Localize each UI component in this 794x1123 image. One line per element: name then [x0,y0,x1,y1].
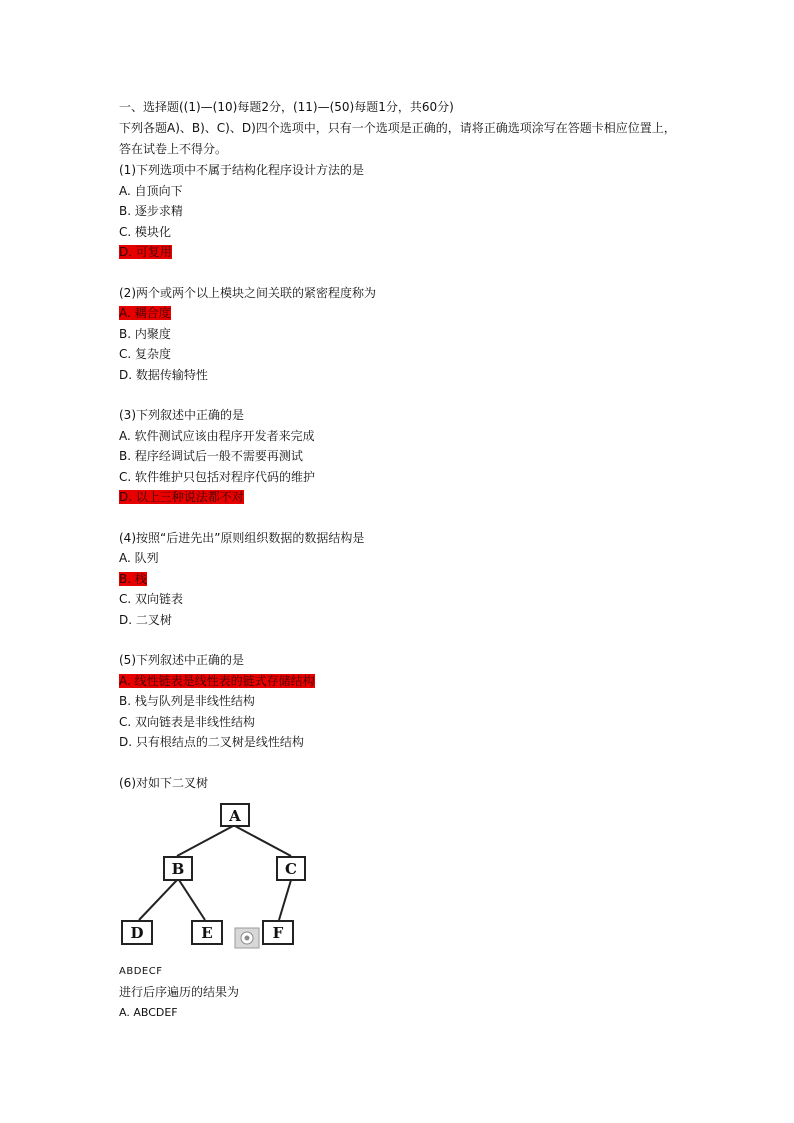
question-1-option-a: A. 自顶向下 [119,184,183,198]
question-5-option-a-highlighted: A. 线性链表是线性表的链式存储结构 [119,674,315,688]
tree-edge-a-b [177,826,233,856]
question-5-option-c: C. 双向链表是非线性结构 [119,715,256,729]
tree-node-f [263,921,293,944]
section-title: 一、选择题((1)—(10)每题2分，(11)—(50)每题1分，共60分) [119,100,454,114]
tree-node-f-label: F [272,924,284,942]
question-4-option-d: D. 二叉树 [119,613,172,627]
question-4-option-b-highlighted: B. 栈 [119,572,147,586]
tree-node-b-label: B [171,860,185,878]
image-placeholder-icon [235,928,259,948]
question-4-stem: (4)按照“后进先出”原则组织数据的数据结构是 [119,531,365,545]
binary-tree-diagram [119,800,319,952]
tree-node-e-label: E [201,924,213,942]
question-6-stem: (6)对如下二叉树 [119,776,208,790]
question-2-stem: (2)两个或两个以上模块之间关联的紧密程度称为 [119,286,376,300]
question-1-stem: (1)下列选项中不属于结构化程序设计方法的是 [119,163,364,177]
question-5-option-d: D. 只有根结点的二叉树是线性结构 [119,735,304,749]
tree-edge-c-f [279,880,291,920]
question-2-option-d: D. 数据传输特性 [119,368,208,382]
tree-caption: ABDECF [119,966,163,977]
instruction-line-1: 下列各题A)、B)、C)、D)四个选项中，只有一个选项是正确的，请将正确选项涂写在答题卡相应位置上， [119,121,676,135]
tree-node-e [192,921,222,944]
tree-edge-b-e [179,880,205,920]
tree-edge-b-d [139,880,177,920]
question-1-option-b: B. 逐步求精 [119,204,183,218]
question-1-option-c: C. 模块化 [119,225,172,239]
question-6-option-a: A. ABCDEF [119,1006,178,1019]
tree-node-c [277,857,305,880]
question-1-option-d-highlighted: D. 可复用 [119,245,172,259]
question-6-stem-continued: 进行后序遍历的结果为 [119,985,240,999]
tree-node-c-label: C [285,860,297,878]
question-2-option-a-highlighted: A. 耦合度 [119,306,171,320]
question-3-option-b: B. 程序经调试后一般不需要再测试 [119,449,303,463]
question-3-option-d-highlighted: D. 以上三种说法都不对 [119,490,244,504]
question-3-option-c: C. 软件维护只包括对程序代码的维护 [119,470,316,484]
question-2-option-b: B. 内聚度 [119,327,171,341]
tree-node-b [164,857,192,880]
question-5-option-b: B. 栈与队列是非线性结构 [119,694,255,708]
tree-edge-a-c [235,826,291,856]
question-4-option-c: C. 双向链表 [119,592,184,606]
tree-node-a [221,804,249,826]
instruction-line-2: 答在试卷上不得分。 [119,142,228,156]
question-3-stem: (3)下列叙述中正确的是 [119,408,244,422]
tree-node-a-label: A [229,807,241,825]
question-5-stem: (5)下列叙述中正确的是 [119,653,244,667]
question-3-option-a: A. 软件测试应该由程序开发者来完成 [119,429,315,443]
question-2-option-c: C. 复杂度 [119,347,172,361]
question-4-option-a: A. 队列 [119,551,159,565]
tree-node-d [122,921,152,944]
tree-node-d-label: D [130,924,144,942]
